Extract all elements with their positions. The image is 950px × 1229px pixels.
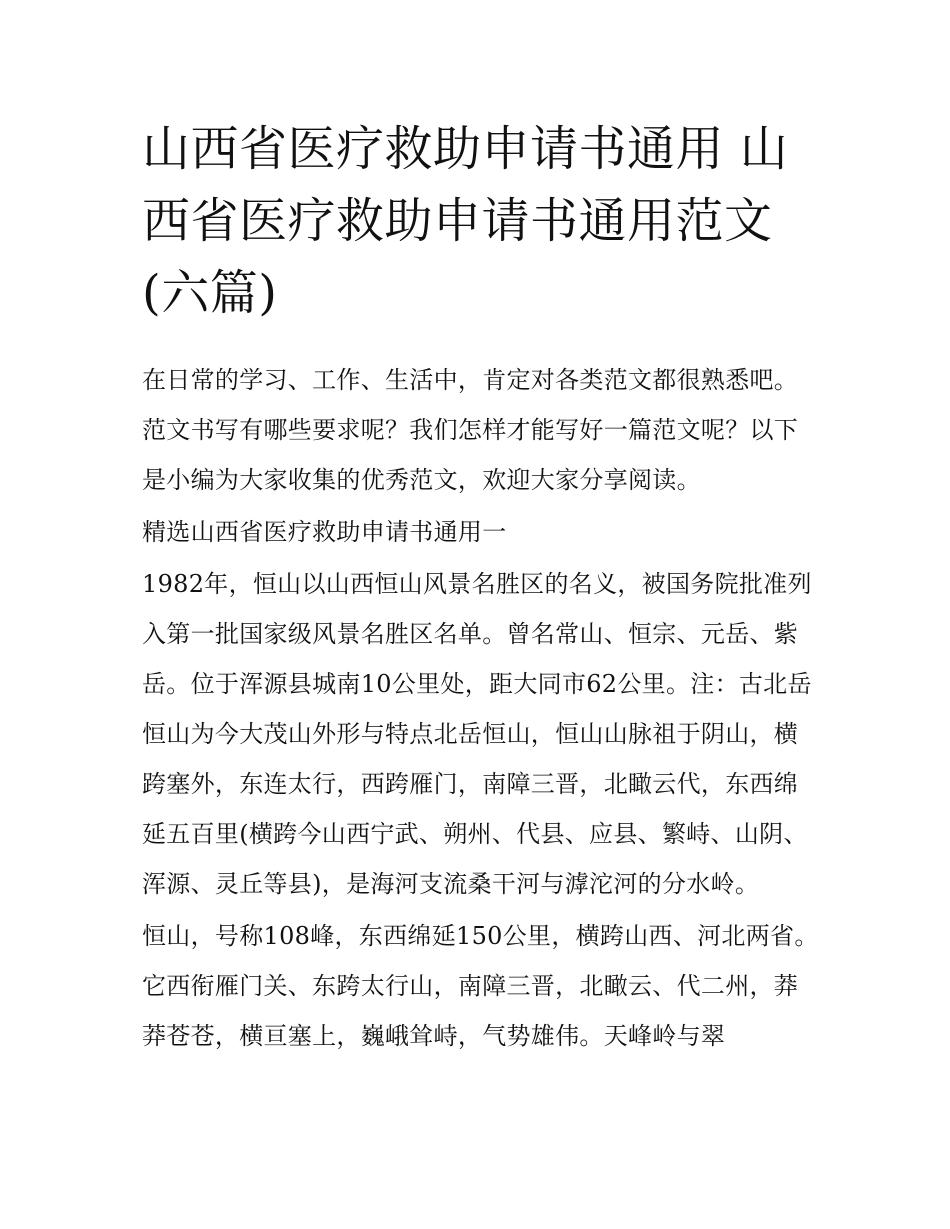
document-title: 山西省医疗救助申请书通用 山西省医疗救助申请书通用范文(六篇) [142, 121, 789, 321]
body-paragraph-2: 恒山，号称108峰，东西绵延150公里，横跨山西、河北两省。它西衔雁门关、东跨太行山，南障三晋，北瞰云、代二州，莽莽苍苍，横亘塞上，巍峨耸峙，气势雄伟。天峰岭与翠 [142, 922, 819, 1050]
intro-paragraph: 在日常的学习、工作、生活中，肯定对各类范文都很熟悉吧。范文书写有哪些要求呢？我们怎样才能写好一篇范文呢？以下是小编为大家收集的优秀范文，欢迎大家分享阅读。 [142, 366, 799, 494]
section-heading: 精选山西省医疗救助申请书通用一 [142, 518, 507, 546]
body-paragraph-1: 1982年，恒山以山西恒山风景名胜区的名义，被国务院批准列入第一批国家级风景名胜区名单。曾名常山、恒宗、元岳、紫岳。位于浑源县城南10公里处，距大同市62公里。注：古北岳恒山为今大茂山外形与特点北岳恒山，恒山山脉祖于阴山，横跨塞外，东连太行，西跨雁门，南障三晋，北瞰云代，东西绵延五百里(横跨今山西宁武、朔州、代县、应县、繁峙、山阴、浑源、灵丘等县)，是海河支流桑干河与滹沱河的分水岭。 [142, 570, 812, 898]
